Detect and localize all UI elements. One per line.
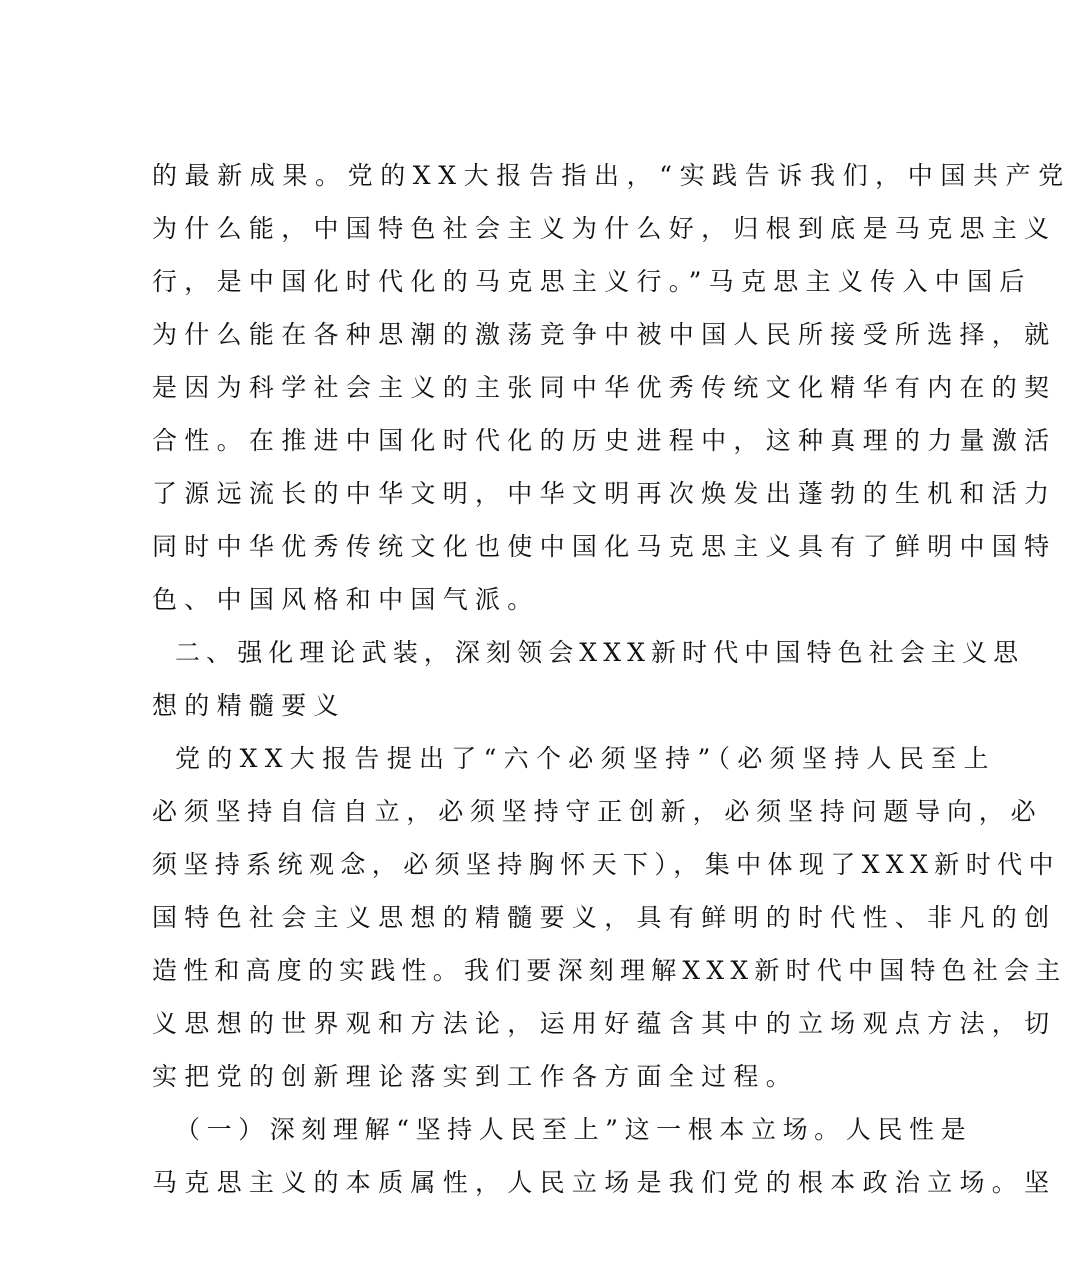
text-line: 马克思主义的本质属性，人民立场是我们党的根本政治立场。坚	[152, 1168, 1057, 1197]
text-line: 必须坚持自信自立，必须坚持守正创新，必须坚持问题导向，必	[152, 797, 1043, 826]
text-line: 义思想的世界观和方法论，运用好蕴含其中的立场观点方法，切	[152, 1009, 1057, 1038]
text-line: 党的XX大报告提出了“六个必须坚持”（必须坚持人民至上	[175, 744, 996, 773]
subsection-heading-line: （一）深刻理解“坚持人民至上”这一根本立场。人民性是	[175, 1115, 973, 1144]
text-line: 合性。在推进中国化时代化的历史进程中，这种真理的力量激活	[152, 426, 1057, 455]
text-line: 了源远流长的中华文明，中华文明再次焕发出蓬勃的生机和活力	[152, 479, 1057, 508]
text-line: 行，是中国化时代化的马克思主义行。”马克思主义传入中国后	[152, 267, 1032, 296]
text-line: 色、中国风格和中国气派。	[152, 585, 540, 614]
text-line: 国特色社会主义思想的精髓要义，具有鲜明的时代性、非凡的创	[152, 903, 1057, 932]
text-line: 造性和高度的实践性。我们要深刻理解XXX新时代中国特色社会主	[152, 956, 1067, 985]
text-line: 的最新成果。党的XX大报告指出，“实践告诉我们，中国共产党	[152, 161, 1071, 190]
text-line: 为什么能，中国特色社会主义为什么好，归根到底是马克思主义	[152, 214, 1057, 243]
text-line: 实把党的创新理论落实到工作各方面全过程。	[152, 1062, 799, 1091]
section-heading-line: 二、强化理论武装，深刻领会XXX新时代中国特色社会主义思	[175, 638, 1025, 667]
text-line: 为什么能在各种思潮的激荡竞争中被中国人民所接受所选择，就	[152, 320, 1057, 349]
text-line: 须坚持系统观念，必须坚持胸怀天下），集中体现了XXX新时代中	[152, 850, 1060, 879]
text-line: 是因为科学社会主义的主张同中华优秀传统文化精华有内在的契	[152, 373, 1057, 402]
text-line: 同时中华优秀传统文化也使中国化马克思主义具有了鲜明中国特	[152, 532, 1057, 561]
section-heading-line: 想的精髓要义	[152, 691, 346, 720]
